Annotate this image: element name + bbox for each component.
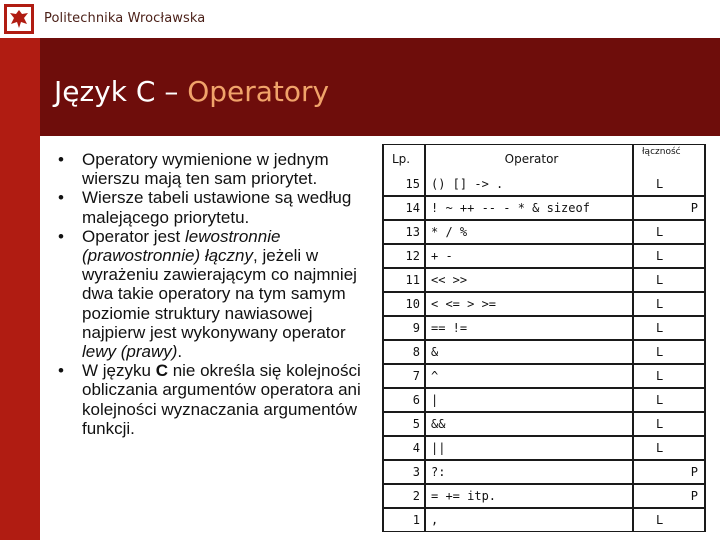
table-row — [382, 388, 706, 412]
row-assoc: P — [634, 197, 704, 219]
header-lp: Lp. — [384, 145, 424, 173]
row-assoc: L — [634, 173, 704, 195]
bullet-text: lewy (prawy) — [82, 342, 178, 362]
table-row — [382, 292, 706, 316]
bullet-dot-icon: • — [58, 150, 64, 169]
bullet-text: Operatory wymienione w jednym wierszu mają ten sam priorytet. — [82, 150, 329, 189]
table-row — [382, 172, 706, 196]
row-assoc: P — [634, 485, 704, 507]
row-assoc: L — [634, 341, 704, 363]
row-assoc: L — [634, 437, 704, 459]
row-lp: 13 — [384, 221, 424, 243]
bullet-text: . — [177, 342, 183, 362]
table-row — [382, 316, 706, 340]
top-bar — [0, 0, 720, 38]
row-operator: + - — [426, 245, 632, 267]
operator-table — [382, 144, 706, 532]
row-assoc: P — [634, 461, 704, 483]
row-operator: == != — [426, 317, 632, 339]
row-assoc: L — [634, 365, 704, 387]
table-row — [382, 364, 706, 388]
row-operator: , — [426, 509, 632, 531]
university-eagle-logo-icon — [4, 4, 34, 34]
table-header-row — [382, 144, 706, 168]
table-row — [382, 244, 706, 268]
row-lp: 7 — [384, 365, 424, 387]
row-operator: * / % — [426, 221, 632, 243]
row-lp: 10 — [384, 293, 424, 315]
row-lp: 4 — [384, 437, 424, 459]
row-lp: 12 — [384, 245, 424, 267]
row-assoc: L — [634, 317, 704, 339]
table-row — [382, 268, 706, 292]
row-lp: 6 — [384, 389, 424, 411]
row-operator: ! ~ ++ -- - * & sizeof — [426, 197, 632, 219]
table-row — [382, 340, 706, 364]
bullet-item — [52, 188, 372, 226]
row-operator: << >> — [426, 269, 632, 291]
row-operator: && — [426, 413, 632, 435]
table-row — [382, 412, 706, 436]
row-lp: 14 — [384, 197, 424, 219]
header-operator: Operator — [426, 145, 632, 173]
row-operator: ^ — [426, 365, 632, 387]
row-operator: || — [426, 437, 632, 459]
bullet-text: W języku — [82, 361, 156, 381]
bullet-text: Operator jest — [82, 226, 185, 246]
bullet-dot-icon: • — [58, 226, 64, 246]
row-assoc: L — [634, 221, 704, 243]
row-lp: 3 — [384, 461, 424, 483]
row-lp: 1 — [384, 509, 424, 531]
table-row — [382, 508, 706, 532]
bullet-text: C — [155, 361, 168, 381]
row-operator: = += itp. — [426, 485, 632, 507]
row-assoc: L — [634, 269, 704, 291]
row-assoc: L — [634, 413, 704, 435]
bullet-item — [52, 361, 372, 438]
row-lp: 9 — [384, 317, 424, 339]
row-operator: | — [426, 389, 632, 411]
row-operator: () [] -> . — [426, 173, 632, 195]
bullet-item — [52, 150, 372, 188]
table-row — [382, 484, 706, 508]
slide-title-main: Język C – — [54, 75, 188, 108]
brand-name: Politechnika Wrocławska — [44, 11, 206, 26]
header-assoc: łączność — [634, 145, 704, 173]
bullet-item — [52, 227, 372, 361]
table-row — [382, 220, 706, 244]
slide-title-accent: Operatory — [187, 75, 330, 108]
bullet-list — [52, 150, 372, 438]
row-lp: 8 — [384, 341, 424, 363]
row-assoc: L — [634, 245, 704, 267]
table-row — [382, 196, 706, 220]
row-operator: ?: — [426, 461, 632, 483]
row-lp: 11 — [384, 269, 424, 291]
bullet-text: , jeżeli w wyrażeniu zawierającym co najmniej dwa takie operatory na tym samym poziomie struktury nawiasowej najpierw jest wykonywany operator — [82, 246, 357, 342]
row-assoc: L — [634, 509, 704, 531]
row-operator: < <= > >= — [426, 293, 632, 315]
row-lp: 15 — [384, 173, 424, 195]
row-operator: & — [426, 341, 632, 363]
table-row — [382, 436, 706, 460]
bullet-dot-icon: • — [58, 361, 64, 381]
row-assoc: L — [634, 293, 704, 315]
row-assoc: L — [634, 389, 704, 411]
bullet-text: lewostronnie (prawostronnie) łączny — [82, 226, 281, 266]
table-row — [382, 460, 706, 484]
bullet-text: nie określa się kolejności obliczania argumentów operatora ani kolejności wyznaczania argumentów funkcji. — [82, 361, 361, 438]
bullet-text: Wiersze tabeli ustawione są według malejącego priorytetu. — [82, 188, 352, 227]
row-lp: 5 — [384, 413, 424, 435]
slide-title — [54, 75, 329, 108]
row-lp: 2 — [384, 485, 424, 507]
bullet-dot-icon: • — [58, 188, 64, 208]
